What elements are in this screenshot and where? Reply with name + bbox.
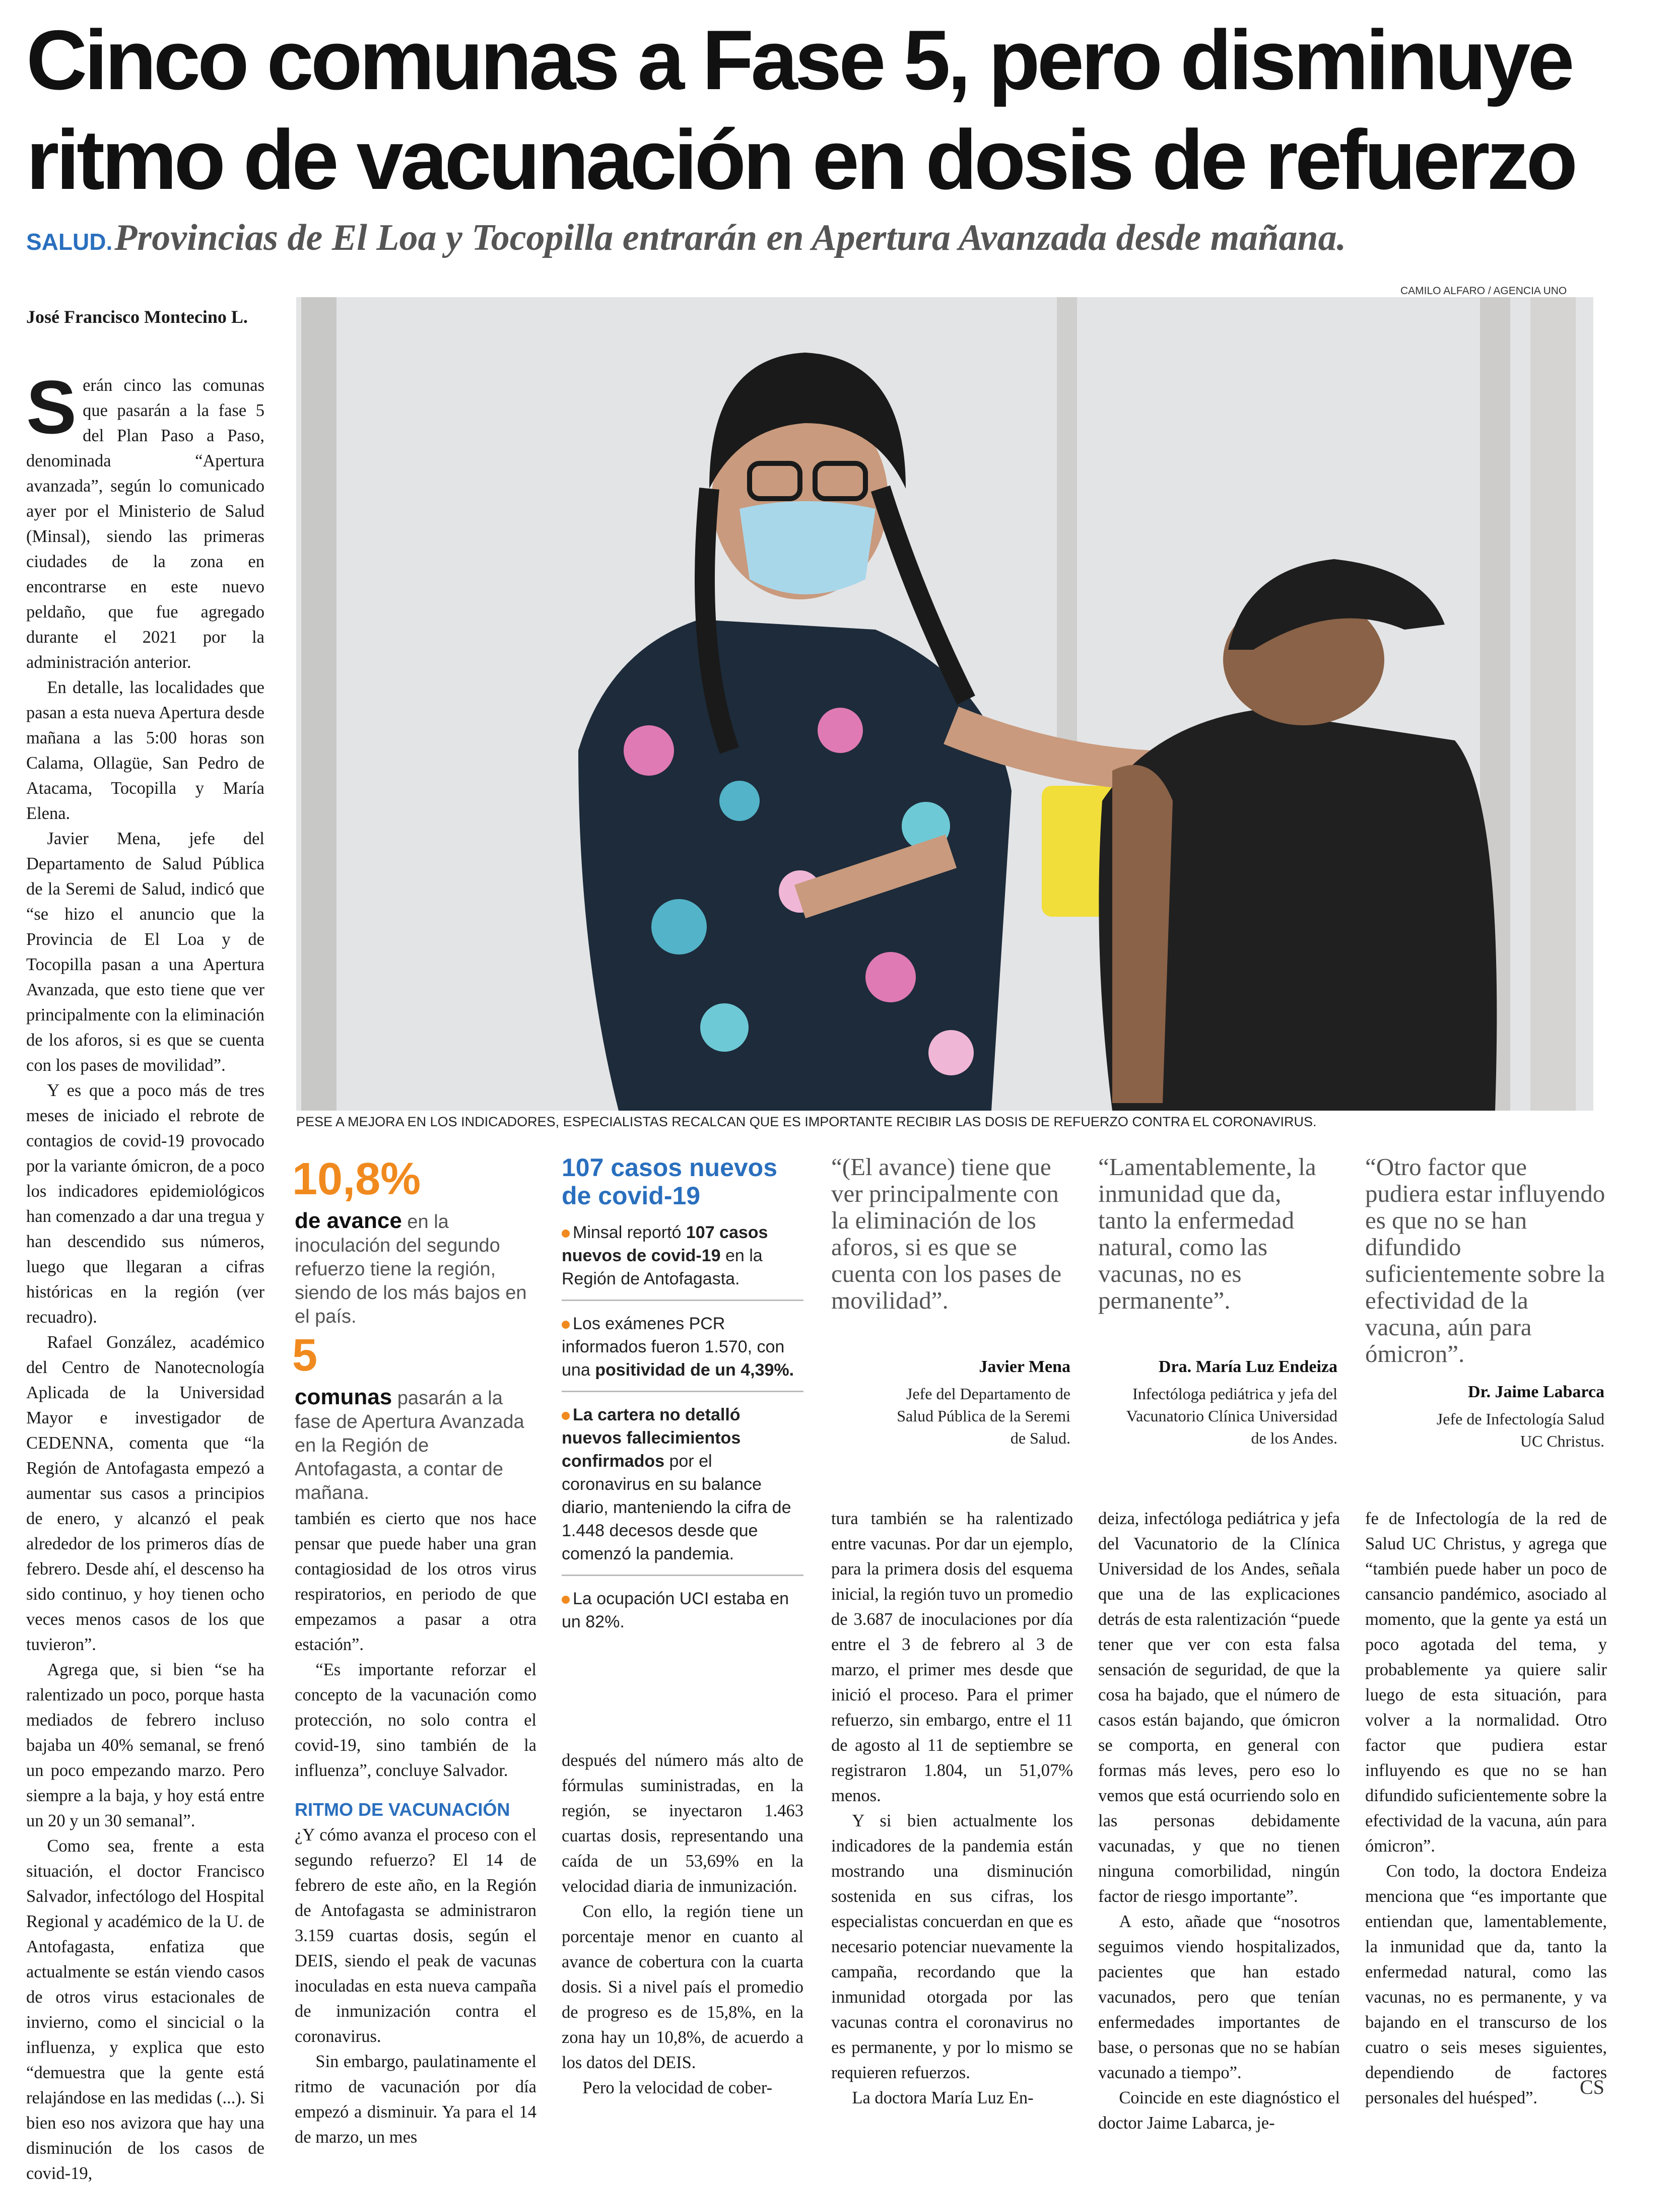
- quote-2-role: Infectóloga pediátrica y jefa del Vacunatorio Clínica Universidad de los Andes.: [1126, 1385, 1337, 1447]
- col1-paragraph-4: Y es que a poco más de tres meses de iniciado el rebrote de contagios de covid-19 provocado por la variante ómicron, de a poco los indicadores epidemiológicos han comenzado a dar una tregua y han descendido sus números, luego que llegaran a cifras históricas en la región (ver recuadro).: [26, 1081, 264, 1327]
- col1-paragraph-3: Javier Mena, jefe del Departamento de Salud Pública de la Seremi de Salud, indicó que “se hizo el anuncio que la Provincia de El Loa y de Tocopilla pasan a una Apertura Avanzada, que esto tiene que ver principalmente con la eliminación de los aforos, si es que se cuenta con los pases de movilidad”.: [26, 829, 264, 1075]
- bullet-dot: [562, 1412, 570, 1420]
- subheadline-text: Provincias de El Loa y Tocopilla entrarán en Apertura Avanzada desde mañana.: [114, 217, 1347, 258]
- col5-paragraph-3: Coincide en este diagnóstico el doctor Jaime Labarca, je-: [1098, 2088, 1340, 2133]
- quote-1-author: Javier Mena: [979, 1357, 1070, 1376]
- article-column-6: [1365, 1506, 1607, 2107]
- quote-2-author: Dra. María Luz Endeiza: [1158, 1357, 1337, 1376]
- info-bullet-1: Minsal reportó 107 casos nuevos de covid-19 en la Región de Antofagasta.: [562, 1221, 803, 1301]
- vaccination-photo-illustration: [296, 297, 1593, 1111]
- bullet-dot: [562, 1596, 570, 1604]
- section-heading: RITMO DE VACUNACIÓN: [295, 1799, 510, 1820]
- bullet-dot: [562, 1321, 570, 1329]
- quote-3-role: Jefe de Infectología Salud UC Christus.: [1436, 1410, 1604, 1450]
- col5-paragraph-1: deiza, infectóloga pediátrica y jefa del Vacunatorio de la Clínica Universidad de los Andes, señala que una de las explicaciones detrás de esta ralentización “puede tener que ver con esta falsa sensación de seguridad, de que la cosa ha bajado, que el número de casos están bajando, que ómicron se comporta, en general con formas más leves, pero eso lo vemos que está ocurriendo solo en las personas debidamente vacunadas, y que no tienen ninguna comorbilidad, ningún factor de riesgo importante”.: [1098, 1509, 1340, 1906]
- headline-line-2: ritmo de vacunación en dosis de refuerzo: [26, 112, 1575, 207]
- col2-paragraph-1: también es cierto que nos hace pensar que puede haber una gran contagiosidad de los otros virus respiratorios, en periodo de que empezamos a pasar a otra estación”.: [295, 1509, 536, 1654]
- section-tag: SALUD.: [26, 229, 113, 255]
- stat-percent: 10,8%: [292, 1154, 421, 1204]
- col1-paragraph-7: Como sea, frente a esta situación, el doctor Francisco Salvador, infectólogo del Hospital Regional y académico de la U. de Antofagasta, enfatiza que actualmente se están viendo casos de otros virus estacionales de invierno, como el sincicial o la influenza, y explica que esto “demuestra que la gente está relajándose en las medidas (...). Si bien eso nos avizora que hay una disminución de los casos de covid-19,: [26, 1836, 264, 2183]
- info-bullet-2: Los exámenes PCR informados fueron 1.570, con una positividad de un 4,39%.: [562, 1312, 803, 1392]
- col4-paragraph-2: Y si bien actualmente los indicadores de la pandemia están mostrando una disminución sostenida en sus cifras, los especialistas concuerdan en que es necesario potenciar nuevamente la campaña, recordando que la inmunidad otorgada por las vacunas contra el coronavirus no es permanente, y por lo mismo se requieren refuerzos.: [831, 1811, 1073, 2082]
- col3-paragraph-1: después del número más alto de fórmulas suministradas, en la región, se inyectaron 1.463 cuartas dosis, representando una caída de un 53,69% en la velocidad diaria de inmunización.: [562, 1751, 803, 1896]
- col2-paragraph-4: Sin embargo, paulatinamente el ritmo de vacunación por día empezó a disminuir. Ya para el 14 de marzo, un mes: [295, 2052, 536, 2147]
- pull-quote-2: “Lamentablemente, la inmunidad que da, tanto la enfermedad natural, como las vacunas, no es permanente”.: [1098, 1153, 1316, 1314]
- col5-paragraph-2: A esto, añade que “nosotros seguimos viendo hospitalizados, pacientes que han estado vacunados, pero que tenían enfermedades importantes de base, o personas que no se habían vacunado a tiempo”.: [1098, 1912, 1340, 2082]
- col1-paragraph-6: Agrega que, si bien “se ha ralentizado un poco, porque hasta mediados de febrero incluso bajaba un 40% semanal, se frenó un poco empezando marzo. Pero siempre a la baja, y hoy está entre un 20 y un 30 semanal”.: [26, 1660, 264, 1830]
- bullet-dot: [562, 1229, 570, 1238]
- col1-paragraph-2: En detalle, las localidades que pasan a esta nueva Apertura desde mañana a las 5:00 horas son Calama, Ollagüe, San Pedro de Atacama, Tocopilla y María Elena.: [26, 678, 264, 823]
- info-box: [562, 1153, 803, 1643]
- info-box-title: 107 casos nuevos de covid-19: [562, 1153, 778, 1210]
- stat-percent-desc: en la inoculación del segundo refuerzo tiene la región, siendo de los más bajos en el país.: [295, 1211, 527, 1327]
- article-column-2: [295, 1506, 536, 2147]
- col4-paragraph-1: tura también se ha ralentizado entre vacunas. Por dar un ejemplo, para la primera dosis del esquema inicial, la región tuvo un promedio de 3.687 de inoculaciones por día entre el 3 de febrero al 3 de marzo, el primer mes desde que inició el proceso. Para el primer refuerzo, sin embargo, entre el 11 de agosto al 11 de septiembre se registraron 1.804, un 51,07% menos.: [831, 1509, 1073, 1805]
- col6-paragraph-2: Con todo, la doctora Endeiza menciona que “es importante que entiendan que, lamentablemente, la inmunidad que da, tanto la enfermedad natural, como las vacunas, no es permanente, y va bajando en el transcurso de los cuatro o seis meses siguientes, dependiendo de factores personales del huésped”.: [1365, 1862, 1607, 2107]
- photo-credit: CAMILO ALFARO / AGENCIA UNO: [1400, 285, 1567, 297]
- pull-quote-3: “Otro factor que pudiera estar influyendo es que no se han difundido suficientemente sobre la efectividad de la vacuna, aún para ómicron”.: [1365, 1153, 1605, 1368]
- headline-line-1: Cinco comunas a Fase 5, pero disminuye: [26, 13, 1572, 107]
- col1-paragraph-5: Rafael González, académico del Centro de Nanotecnología Aplicada de la Universidad Mayor e investigador de CEDENNA, comenta que “la Región de Antofagasta empezó a aumentar sus casos a principios de enero, y alcanzó el peak alrededor de los primeros días de febrero. Desde ahí, el descenso ha sido continuo, y hoy tienen ocho veces menos casos de los que tuvieron”.: [26, 1333, 264, 1654]
- stat-comunas-label: comunas: [295, 1385, 392, 1409]
- stat-percent-text: [295, 1209, 536, 1329]
- col2-paragraph-3: ¿Y cómo avanza el proceso con el segundo refuerzo? El 14 de febrero de este año, en la Región de Antofagasta se administraron 3.159 cuartas dosis, según el DEIS, siendo el peak de vacunas inoculadas en esta nueva campaña de inmunización contra el coronavirus.: [295, 1825, 536, 2046]
- quote-3-author: Dr. Jaime Labarca: [1467, 1383, 1604, 1401]
- col3-paragraph-2: Con ello, la región tiene un porcentaje menor en cuanto al avance de cobertura con la cuarta dosis. Si a nivel país el promedio de progreso es de 15,8%, en la zona hay un 10,8%, de acuerdo a los datos del DEIS.: [562, 1902, 803, 2072]
- info-bullet-3: La cartera no detalló nuevos fallecimientos confirmados por el coronavirus en su balance diario, manteniendo la cifra de 1.448 decesos desde que comenzó la pandemia.: [562, 1403, 803, 1576]
- end-mark-icon: CS: [1580, 2076, 1604, 2098]
- col4-paragraph-3: La doctora María Luz En-: [852, 2088, 1034, 2107]
- byline: José Francisco Montecino L.: [26, 307, 248, 327]
- stat-comunas-text: [295, 1385, 536, 1505]
- quote-1-role: Jefe del Departamento de Salud Pública de la Seremi de Salud.: [897, 1385, 1070, 1447]
- col2-paragraph-2: “Es importante reforzar el concepto de la vacunación como protección, no solo contra el covid-19, sino también de la influenza”, concluye Salvador.: [295, 1660, 536, 1780]
- pull-quote-1: “(El avance) tiene que ver principalmente con la eliminación de los aforos, si es que se cuenta con los pases de movilidad”.: [831, 1153, 1062, 1314]
- article-column-3: [562, 1748, 803, 2100]
- col3-paragraph-3: Pero la velocidad de cober-: [582, 2078, 773, 2097]
- headline: [26, 10, 1658, 210]
- photo-caption: PESE A MEJORA EN LOS INDICADORES, ESPECIALISTAS RECALCAN QUE ES IMPORTANTE RECIBIR LAS DOSIS DE REFUERZO CONTRA EL CORONAVIRUS.: [296, 1114, 1317, 1129]
- info-bullet-4: La ocupación UCI estaba en un 82%.: [562, 1589, 789, 1631]
- col1-paragraph-1: erán cinco las comunas que pasarán a la fase 5 del Plan Paso a Paso, denominada “Apertura avanzada”, según lo comunicado ayer por el Ministerio de Salud (Minsal), siendo las primeras ciudades de la zona en encontrarse en este nuevo peldaño, que fue agregado durante el 2021 por la administración anterior.: [26, 376, 264, 672]
- article-column-5: [1098, 1506, 1340, 2133]
- stat-percent-label: de avance: [295, 1208, 402, 1233]
- news-photo: [296, 297, 1593, 1111]
- dropcap: S: [26, 365, 77, 449]
- stat-comunas-desc: pasarán a la fase de Apertura Avanzada en la Región de Antofagasta, a contar de mañana.: [295, 1388, 524, 1503]
- article-column-1: [26, 365, 264, 2183]
- subheadline: [26, 217, 1658, 259]
- stat-comunas: 5: [292, 1330, 318, 1381]
- article-column-4: [831, 1506, 1073, 2107]
- col6-paragraph-1: fe de Infectología de la red de Salud UC Christus, y agrega que “también puede haber un poco de cansancio pandémico, asociado al momento, que la gente ya está un poco agotada del tema, y probablemente ya quiere salir luego de esta situación, para volver a la normalidad. Otro factor que pudiera estar influyendo es que no se han difundido suficientemente sobre la efectividad de la vacuna, aún para ómicron”.: [1365, 1509, 1607, 1856]
